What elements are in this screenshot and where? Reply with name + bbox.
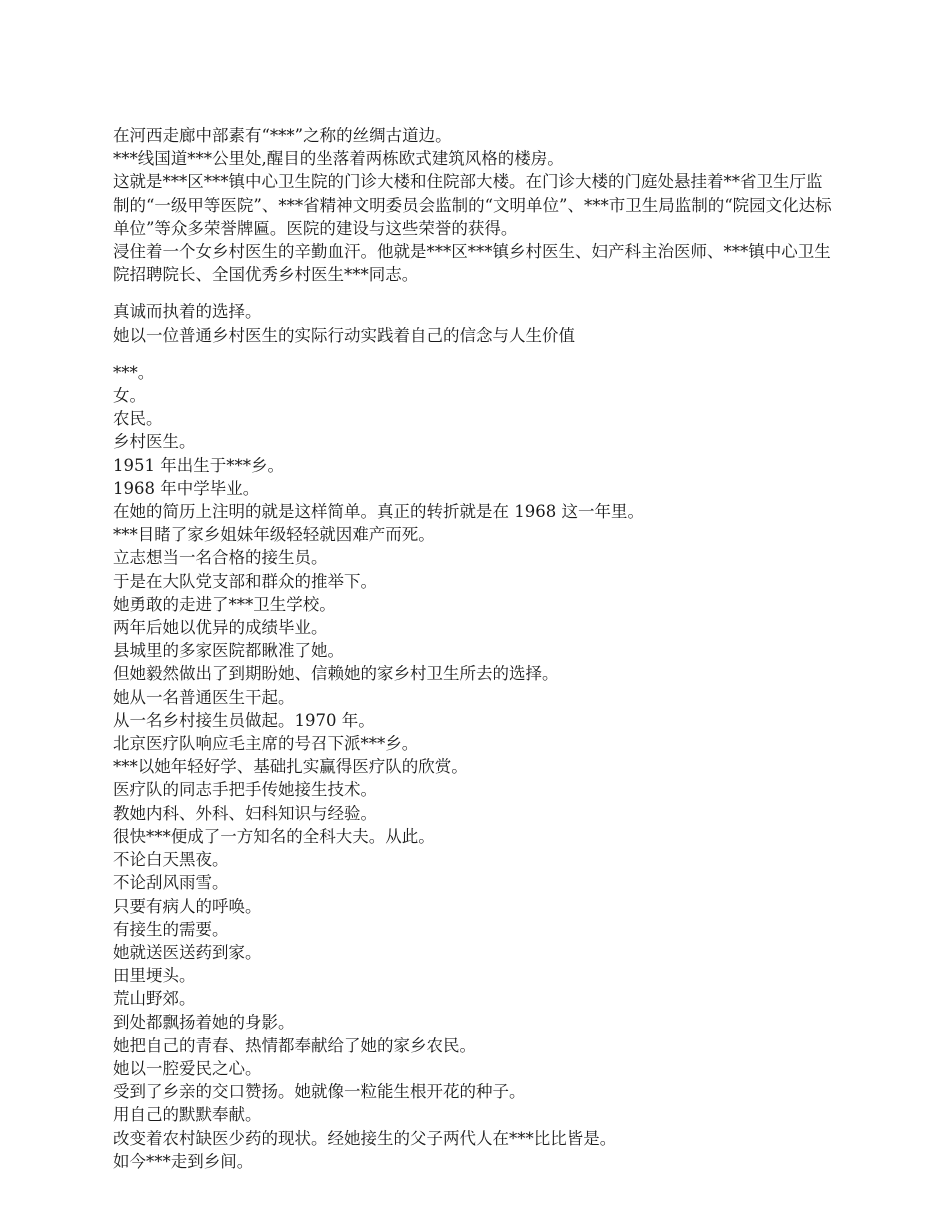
text-line: 改变着农村缺医少药的现状。经她接生的父子两代人在***比比皆是。 [113, 1128, 617, 1148]
intro-paragraph-2: ***线国道***公里处,醒目的坐落着两栋欧式建筑风格的楼房。 [113, 149, 564, 169]
text-line: 北京医疗队响应毛主席的号召下派***乡。 [113, 734, 419, 754]
text-line: 县城里的多家医院都瞅准了她。 [113, 641, 344, 661]
text-line: 她就送医送药到家。 [113, 942, 262, 962]
text-line: 教她内科、外科、妇科知识与经验。 [113, 803, 377, 823]
intro-paragraph-1: 在河西走廊中部素有“***”之称的丝绸古道边。 [113, 126, 452, 145]
text-line: 不论刮风雨雪。 [113, 873, 229, 893]
text-line: 从一名乡村接生员做起。1970 年。 [113, 710, 375, 730]
text-line: 到处都飘扬着她的身影。 [113, 1012, 295, 1032]
text-line: 于是在大队党支部和群众的推举下。 [113, 571, 377, 591]
text-line: 很快***便成了一方知名的全科大夫。从此。 [113, 826, 435, 846]
text-line: 荒山野郊。 [113, 989, 196, 1009]
text-line: 立志想当一名合格的接生员。 [113, 548, 328, 568]
text-line: 用自己的默默奉献。 [113, 1105, 262, 1125]
text-line: 乡村医生。 [113, 432, 196, 452]
text-line: 在她的简历上注明的就是这样简单。真正的转折就是在 1968 这一年里。 [113, 502, 644, 522]
text-line: 她从一名普通医生干起。 [113, 687, 295, 707]
text-line: 农民。 [113, 409, 163, 429]
text-line: 受到了乡亲的交口赞扬。她就像一粒能生根开花的种子。 [113, 1082, 526, 1102]
text-line: 如今***走到乡间。 [113, 1151, 254, 1171]
choice-line-1: 真诚而执着的选择。 [113, 302, 262, 322]
text-line: ***。 [113, 362, 155, 382]
text-line: 有接生的需要。 [113, 919, 229, 939]
text-line: 她勇敢的走进了***卫生学校。 [113, 594, 336, 614]
biography-lines [113, 361, 837, 1173]
text-line: 她把自己的青春、热情都奉献给了她的家乡农民。 [113, 1035, 476, 1055]
intro-section [113, 124, 837, 286]
text-line: 1968 年中学毕业。 [113, 478, 260, 498]
text-line: 不论白天黑夜。 [113, 850, 229, 870]
text-line: 她以一腔爱民之心。 [113, 1058, 262, 1078]
text-line: 只要有病人的呼唤。 [113, 896, 262, 916]
text-line: 医疗队的同志手把手传她接生技术。 [113, 780, 377, 800]
choice-section [113, 300, 837, 346]
text-line: 田里埂头。 [113, 966, 196, 986]
text-line: 女。 [113, 386, 146, 406]
text-line: 1951 年出生于***乡。 [113, 455, 284, 475]
document-body [113, 124, 837, 1173]
text-line: 但她毅然做出了到期盼她、信赖她的家乡村卫生所去的选择。 [113, 664, 559, 684]
intro-paragraph-3: 这就是***区***镇中心卫生院的门诊大楼和住院部大楼。在门诊大楼的门庭处悬挂着**省卫生厅监制的“一级甲等医院”、***省精神文明委员会监制的“文明单位”、***市卫生局监制的“院园文化达标单位”等众多荣誉牌匾。医院的建设与这些荣誉的获得。 [113, 172, 832, 238]
text-line: ***以她年轻好学、基础扎实赢得医疗队的欣赏。 [113, 757, 468, 777]
intro-paragraph-4: 浸住着一个女乡村医生的辛勤血汗。他就是***区***镇乡村医生、妇产科主治医师、***镇中心卫生院招聘院长、全国优秀乡村医生***同志。 [113, 242, 831, 285]
text-line: ***目睹了家乡姐妹年级轻轻就因难产而死。 [113, 525, 435, 545]
choice-line-2: 她以一位普通乡村医生的实际行动实践着自己的信念与人生价值 [113, 325, 575, 345]
text-line: 两年后她以优异的成绩毕业。 [113, 618, 328, 638]
